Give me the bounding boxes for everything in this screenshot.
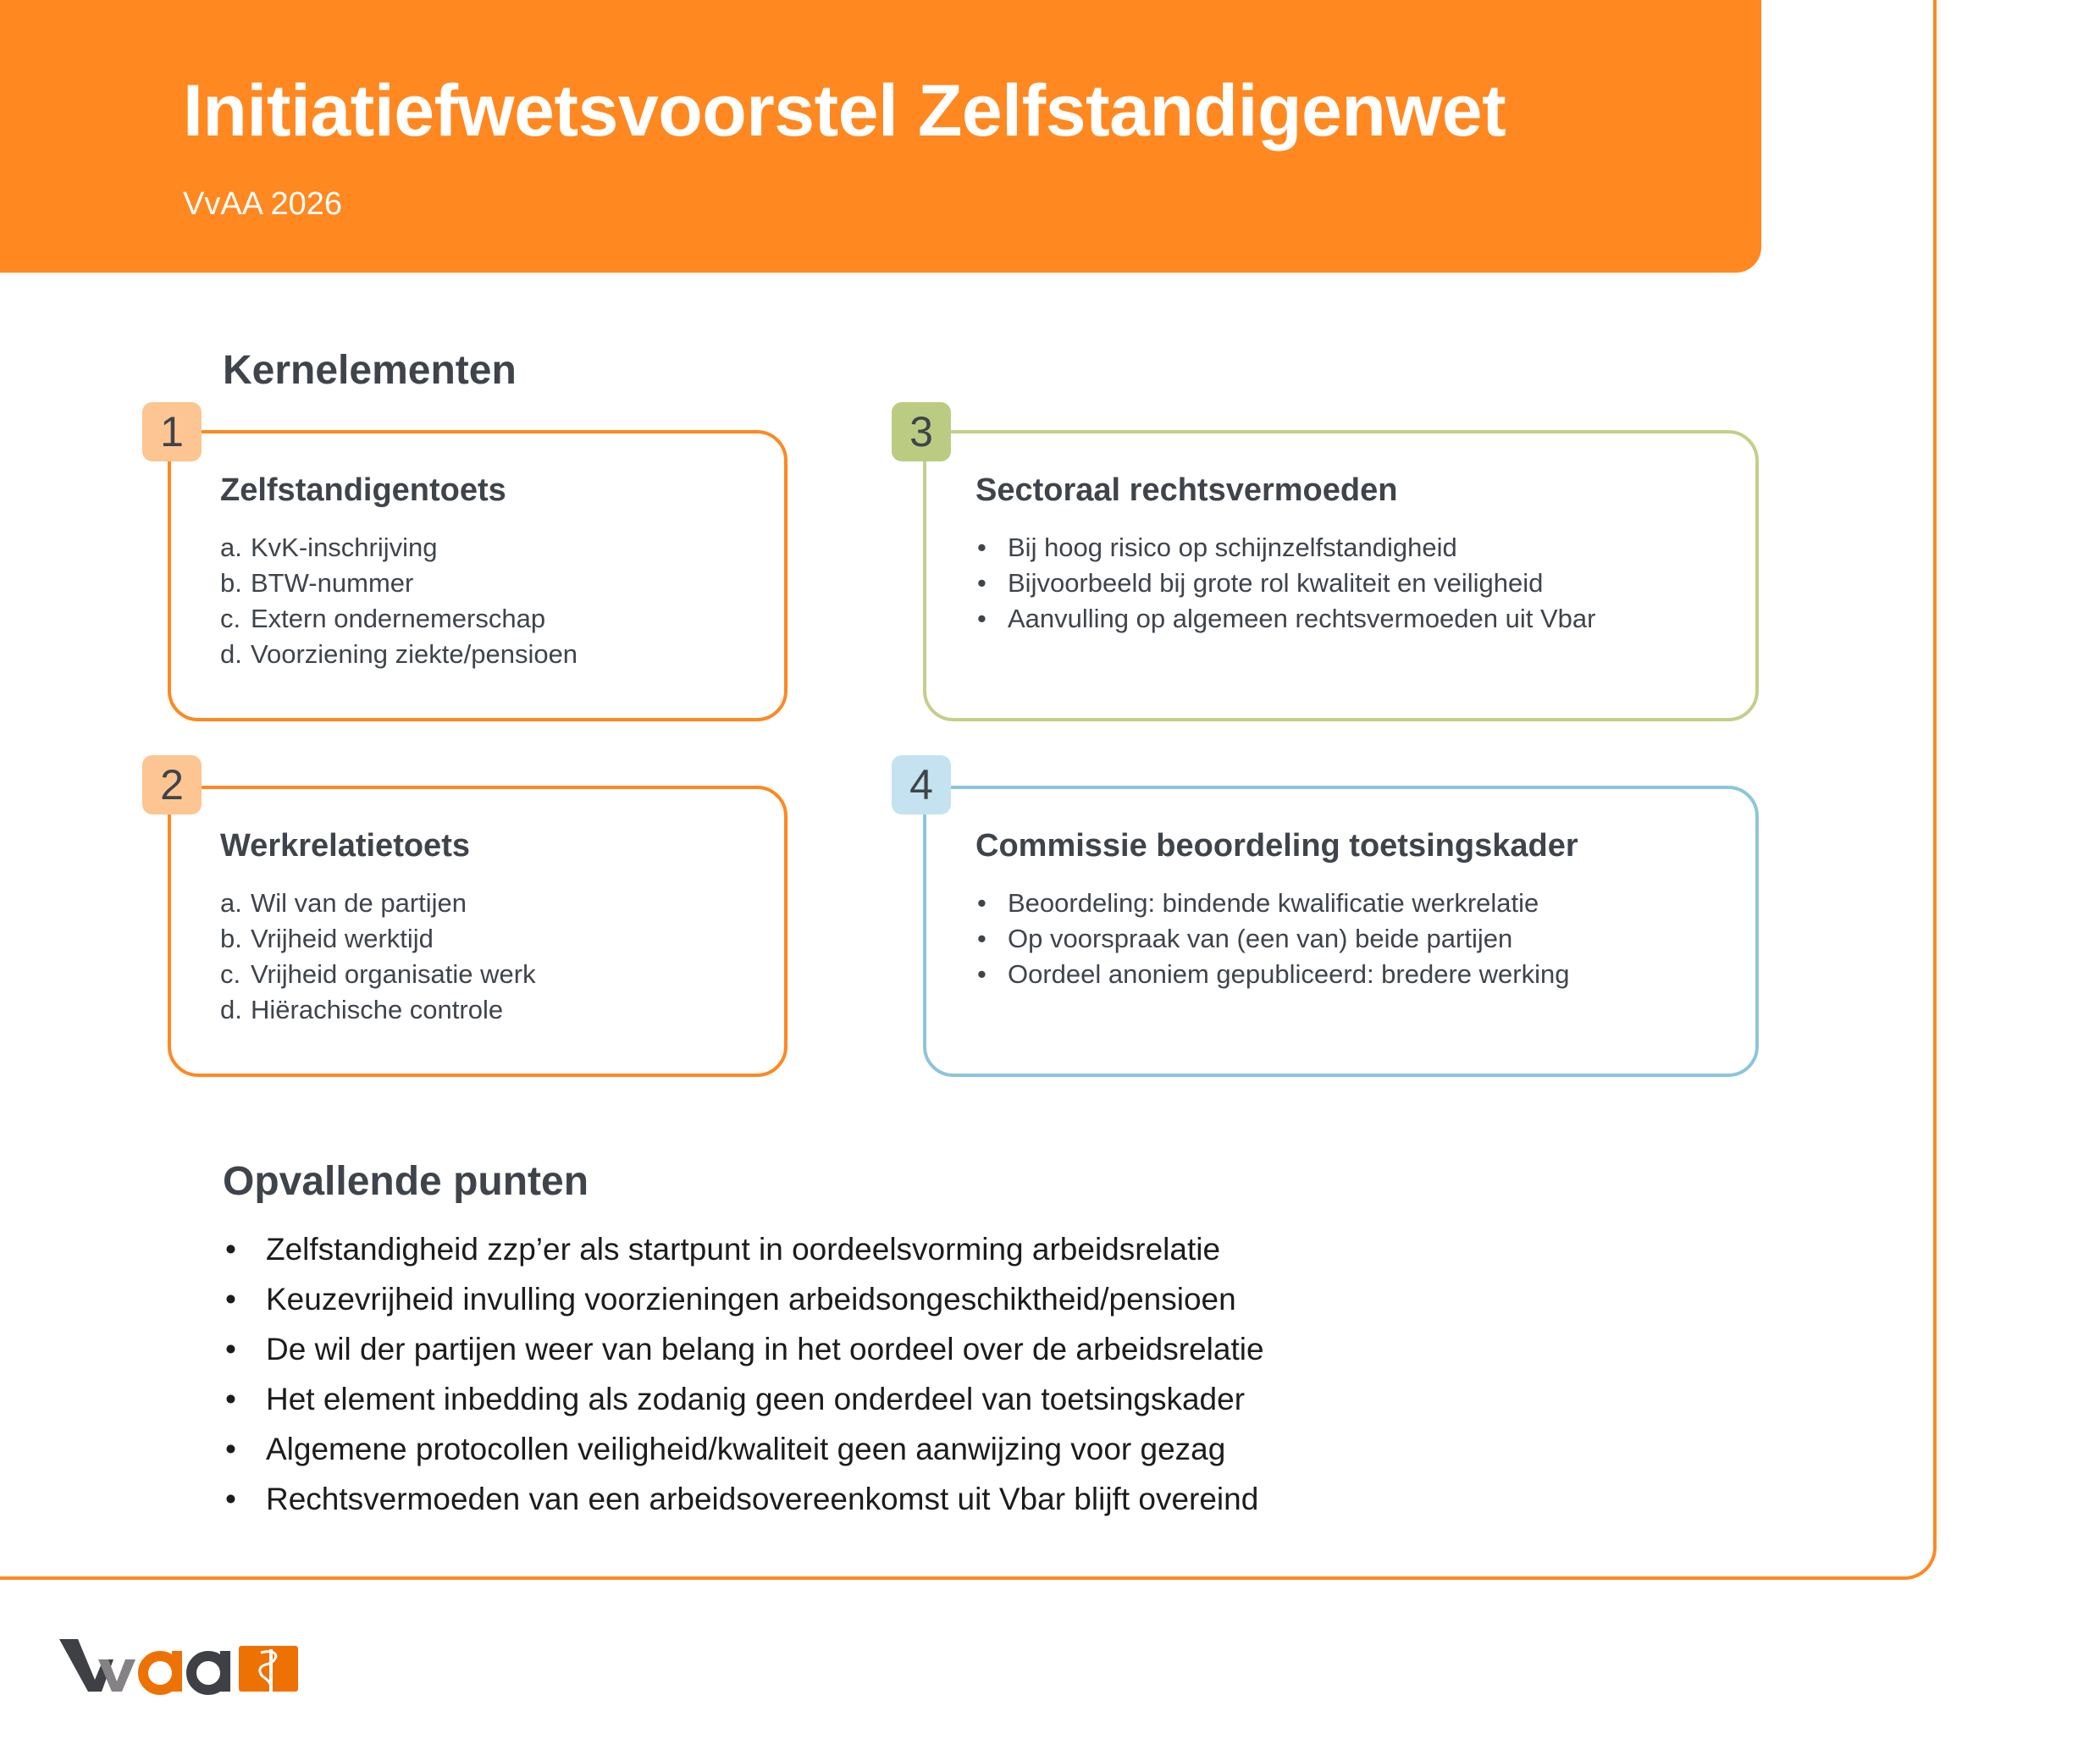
list-marker: a.	[220, 888, 242, 918]
list-item	[222, 1224, 1264, 1274]
list-marker: b.	[220, 568, 242, 598]
list-text: Aanvulling op algemeen rechtsvermoeden uit Vbar	[1008, 604, 1596, 633]
list-text: Vrijheid werktijd	[251, 924, 434, 953]
card-list	[220, 886, 536, 1028]
list-item	[220, 566, 578, 601]
bullet-icon: •	[225, 1282, 236, 1317]
list-text: Algemene protocollen veiligheid/kwaliteit geen aanwijzing voor gezag	[266, 1432, 1226, 1466]
bullet-icon: •	[225, 1482, 236, 1516]
list-text: KvK-inschrijving	[251, 533, 438, 562]
list-text: Rechtsvermoeden van een arbeidsovereenkomst uit Vbar blijft overeind	[266, 1482, 1259, 1516]
list-text: Keuzevrijheid invulling voorzieningen arbeidsongeschiktheid/pensioen	[266, 1282, 1236, 1317]
section-title-core: Kernelementen	[223, 348, 517, 393]
card-title: Commissie beoordeling toetsingskader	[975, 828, 1578, 864]
list-marker: b.	[220, 924, 242, 953]
list-item	[222, 1424, 1264, 1474]
page-title: Initiatiefwetsvoorstel Zelfstandigenwet	[183, 70, 1506, 152]
list-marker: a.	[220, 533, 242, 562]
list-text: De wil der partijen weer van belang in het oordeel over de arbeidsrelatie	[266, 1332, 1264, 1366]
list-text: Bijvoorbeeld bij grote rol kwaliteit en veiligheid	[1008, 568, 1544, 598]
card-title: Sectoraal rechtsvermoeden	[975, 472, 1398, 508]
number-badge-1: 1	[142, 402, 202, 461]
card-title: Zelfstandigentoets	[220, 472, 506, 508]
list-text: Beoordeling: bindende kwalificatie werkrelatie	[1008, 888, 1539, 918]
list-text: Wil van de partijen	[251, 888, 467, 918]
list-text: Op voorspraak van (een van) beide partijen	[1008, 924, 1513, 953]
list-text: Voorziening ziekte/pensioen	[251, 639, 578, 669]
section-title-notable: Opvallende punten	[223, 1159, 589, 1204]
bullet-icon: •	[977, 888, 986, 918]
bullet-icon: •	[977, 924, 986, 953]
bullet-icon: •	[977, 568, 986, 598]
bullet-icon: •	[225, 1232, 236, 1267]
list-item	[975, 566, 1595, 601]
bullet-icon: •	[225, 1332, 236, 1366]
card-werkrelatietoets	[168, 786, 788, 1077]
list-text: Bij hoog risico op schijnzelfstandigheid	[1008, 533, 1457, 562]
card-zelfstandigentoets	[168, 430, 788, 721]
list-item	[222, 1474, 1264, 1524]
list-item	[220, 886, 536, 921]
card-list	[975, 530, 1595, 637]
list-item	[222, 1324, 1264, 1374]
list-text: Hiërachische controle	[251, 995, 504, 1024]
vvaa-logo	[58, 1626, 354, 1702]
list-item	[220, 637, 578, 672]
bullet-icon: •	[225, 1382, 236, 1416]
number-badge-3: 3	[892, 402, 951, 461]
list-item	[975, 921, 1569, 957]
list-item	[975, 957, 1569, 992]
bullet-icon: •	[977, 533, 986, 562]
list-text: Extern ondernemerschap	[251, 604, 546, 633]
list-marker: c.	[220, 959, 241, 989]
list-item	[220, 957, 536, 992]
list-text: Oordeel anoniem gepubliceerd: bredere werking	[1008, 959, 1570, 989]
list-item	[222, 1374, 1264, 1424]
list-text: Vrijheid organisatie werk	[251, 959, 536, 989]
list-item	[220, 992, 536, 1028]
list-item	[220, 530, 578, 566]
card-sectoraal-rechtsvermoeden	[923, 430, 1759, 721]
list-item	[220, 601, 578, 637]
number-badge-2: 2	[142, 755, 202, 814]
list-item	[975, 530, 1595, 566]
list-text: Zelfstandigheid zzp’er als startpunt in oordeelsvorming arbeidsrelatie	[266, 1232, 1221, 1267]
list-marker: c.	[220, 604, 241, 633]
list-item	[975, 886, 1569, 921]
list-item	[975, 601, 1595, 637]
list-marker: d.	[220, 995, 242, 1024]
list-item	[220, 921, 536, 957]
notable-points-list	[222, 1224, 1264, 1524]
vvaa-logo-icon	[58, 1626, 354, 1702]
list-text: BTW-nummer	[251, 568, 414, 598]
list-text: Het element inbedding als zodanig geen onderdeel van toetsingskader	[266, 1382, 1246, 1416]
card-list	[975, 886, 1569, 992]
header-banner	[0, 0, 1761, 273]
list-item	[222, 1274, 1264, 1324]
page-subtitle: VvAA 2026	[183, 186, 343, 222]
bullet-icon: •	[977, 959, 986, 989]
card-list	[220, 530, 578, 672]
number-badge-4: 4	[892, 755, 951, 814]
card-title: Werkrelatietoets	[220, 828, 470, 864]
card-commissie-beoordeling	[923, 786, 1759, 1077]
bullet-icon: •	[225, 1432, 236, 1466]
list-marker: d.	[220, 639, 242, 669]
bullet-icon: •	[977, 604, 986, 633]
